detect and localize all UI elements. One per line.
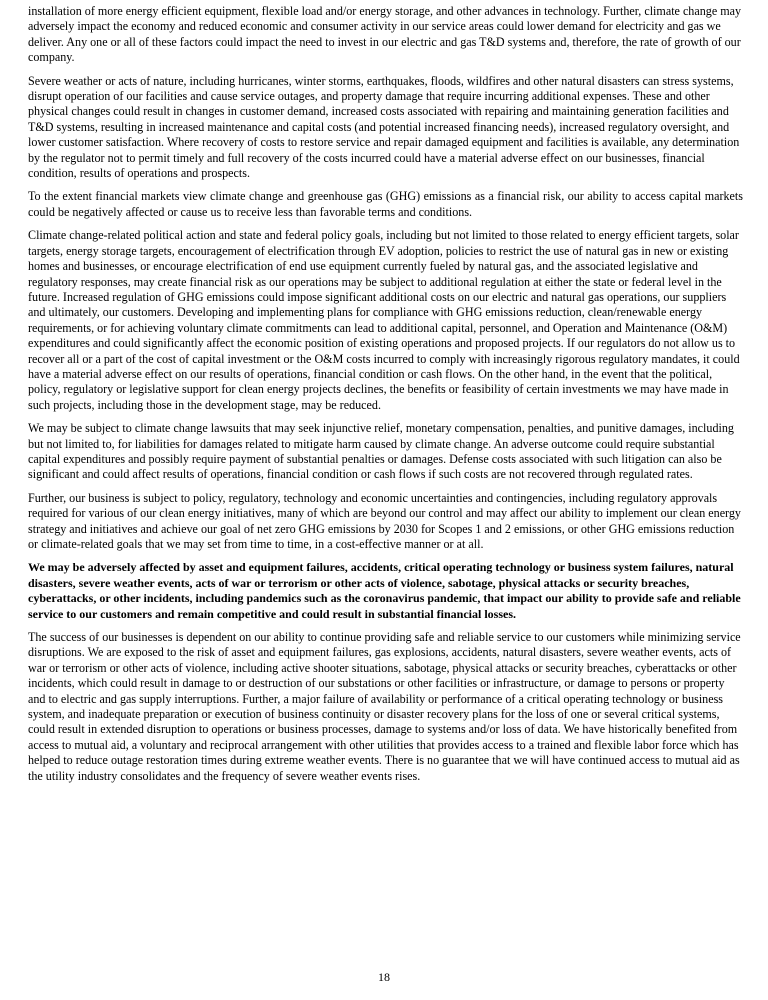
risk-factor-heading: We may be adversely affected by asset and equipment failures, accidents, critical operating technology or business system failures, natural disasters, severe weather events, acts of war or terrorism or other acts of violence, sabotage, physical attacks or security breaches, cyberattacks, or other incidents, including pandemics such as the coronavirus pandemic, that impact our ability to provide safe and reliable service to our customers and remain competitive and could result in substantial financial losses. bbox=[28, 560, 741, 621]
page-body bbox=[28, 4, 743, 792]
paragraph-financial-markets: To the extent financial markets view climate change and greenhouse gas (GHG) emissions as a financial risk, our ability to access capital markets could be negatively affected or cause us to receive less than favorable terms and conditions. bbox=[28, 189, 743, 219]
paragraph-policy-uncertainties: Further, our business is subject to policy, regulatory, technology and economic uncertainties and contingencies, including regulatory approvals required for various of our clean energy initiatives, many of which are beyond our control and may affect our ability to implement our clean energy strategy and initiatives and achieve our goal of net zero GHG emissions by 2030 for Scopes 1 and 2 emissions, or other GHG emissions reduction or climate-related goals that we may set from time to time, in a cost-effective manner or at all. bbox=[28, 490, 741, 551]
paragraph-climate-demand: installation of more energy efficient equipment, flexible load and/or energy storage, and other advances in technology. Further, climate change may adversely impact the economy and reduced economic and consumer activity in our service areas could lower demand for electricity and gas we deliver. Any one or all of these factors could impact the need to invest in our electric and gas T&D systems and, therefore, the rate of growth of our company. bbox=[28, 4, 742, 65]
paragraph-service-reliability: The success of our businesses is dependent on our ability to continue providing safe and reliable service to our customers while minimizing service disruptions. We are exposed to the risk of asset and equipment failures, gas explosions, accidents, natural disasters, severe weather events, acts of war or terrorism or other acts of violence, including active shooter situations, sabotage, physical attacks or security breaches, cyberattacks or other incidents, which could result in damage to or destruction of our substations or other facilities or infrastructure, or damage to persons or property and to electric and gas supply interruptions. Further, a major failure of availability or performance of a critical operating technology or business system, and inadequate preparation or execution of business continuity or disaster recovery plans for the loss of one or several critical systems, could result in extended disruption to operations or business processes, damage to systems and/or loss of data. We have historically benefited from access to mutual aid, a voluntary and reciprocal arrangement with other utilities that provides access to a trained and flexible labor force which has helped to reduce outage restoration times during extreme weather events. There is no guarantee that we will have continued access to mutual aid as the utility industry consolidates and the frequency of severe weather events rises. bbox=[28, 630, 741, 783]
page-number: 18 bbox=[378, 970, 390, 984]
paragraph-climate-policy: Climate change-related political action and state and federal policy goals, including but not limited to those related to energy efficient targets, solar targets, energy storage targets, encouragement of electrification through EV adoption, policies to restrict the use of natural gas in new or existing homes and businesses, or encourage electrification of end use equipment currently fueled by natural gas, and the associated legislative and regulatory responses, may create financial risk as our operations may be subject to additional regulation at either the state or federal level in the future. Increased regulation of GHG emissions could impose significant additional costs on our electric and natural gas operations, our suppliers and ultimately, our customers. Developing and implementing plans for compliance with GHG emissions reduction, clean/renewable energy requirements, or for achieving voluntary climate commitments can lead to additional capital, personnel, and Operation and Maintenance (O&M) expenditures and could significantly affect the economic position of existing operations and proposed projects. If our regulators do not allow us to recover all or a part of the cost of capital investment or the O&M costs incurred to comply with increasingly rigorous regulatory mandates, it could have a material adverse effect on our results of operations, financial condition or cash flows. On the other hand, in the event that the political, policy, regulatory or legislative support for clean energy projects declines, the benefits or feasibility of certain investments we may have made in such projects, including those in the development stage, may be reduced. bbox=[28, 228, 740, 412]
paragraph-severe-weather: Severe weather or acts of nature, including hurricanes, winter storms, earthquakes, floods, wildfires and other natural disasters can stress systems, disrupt operation of our facilities and cause service outages, and property damage that require incurring additional expenses. These and other physical changes could result in changes in customer demand, increased costs associated with repairing and maintaining generation facilities and T&D systems, resulting in increased maintenance and capital costs (and potential increased financing needs), increased regulatory oversight, and lower customer satisfaction. Where recovery of costs to restore service and repair damaged equipment and facilities is available, any determination by the regulator not to permit timely and full recovery of the costs incurred could have a material adverse effect on our businesses, financial condition, results of operations and prospects. bbox=[28, 73, 740, 181]
paragraph-climate-lawsuits: We may be subject to climate change lawsuits that may seek injunctive relief, monetary compensation, penalties, and punitive damages, including but not limited to, for liabilities for damages related to mitigate harm caused by climate change. An adverse outcome could require substantial capital expenditures and possibly require payment of substantial penalties or damages. Defense costs associated with such litigation can also be significant and could affect results of operations, financial condition or cash flows if such costs are not recovered through regulated rates. bbox=[28, 421, 734, 482]
